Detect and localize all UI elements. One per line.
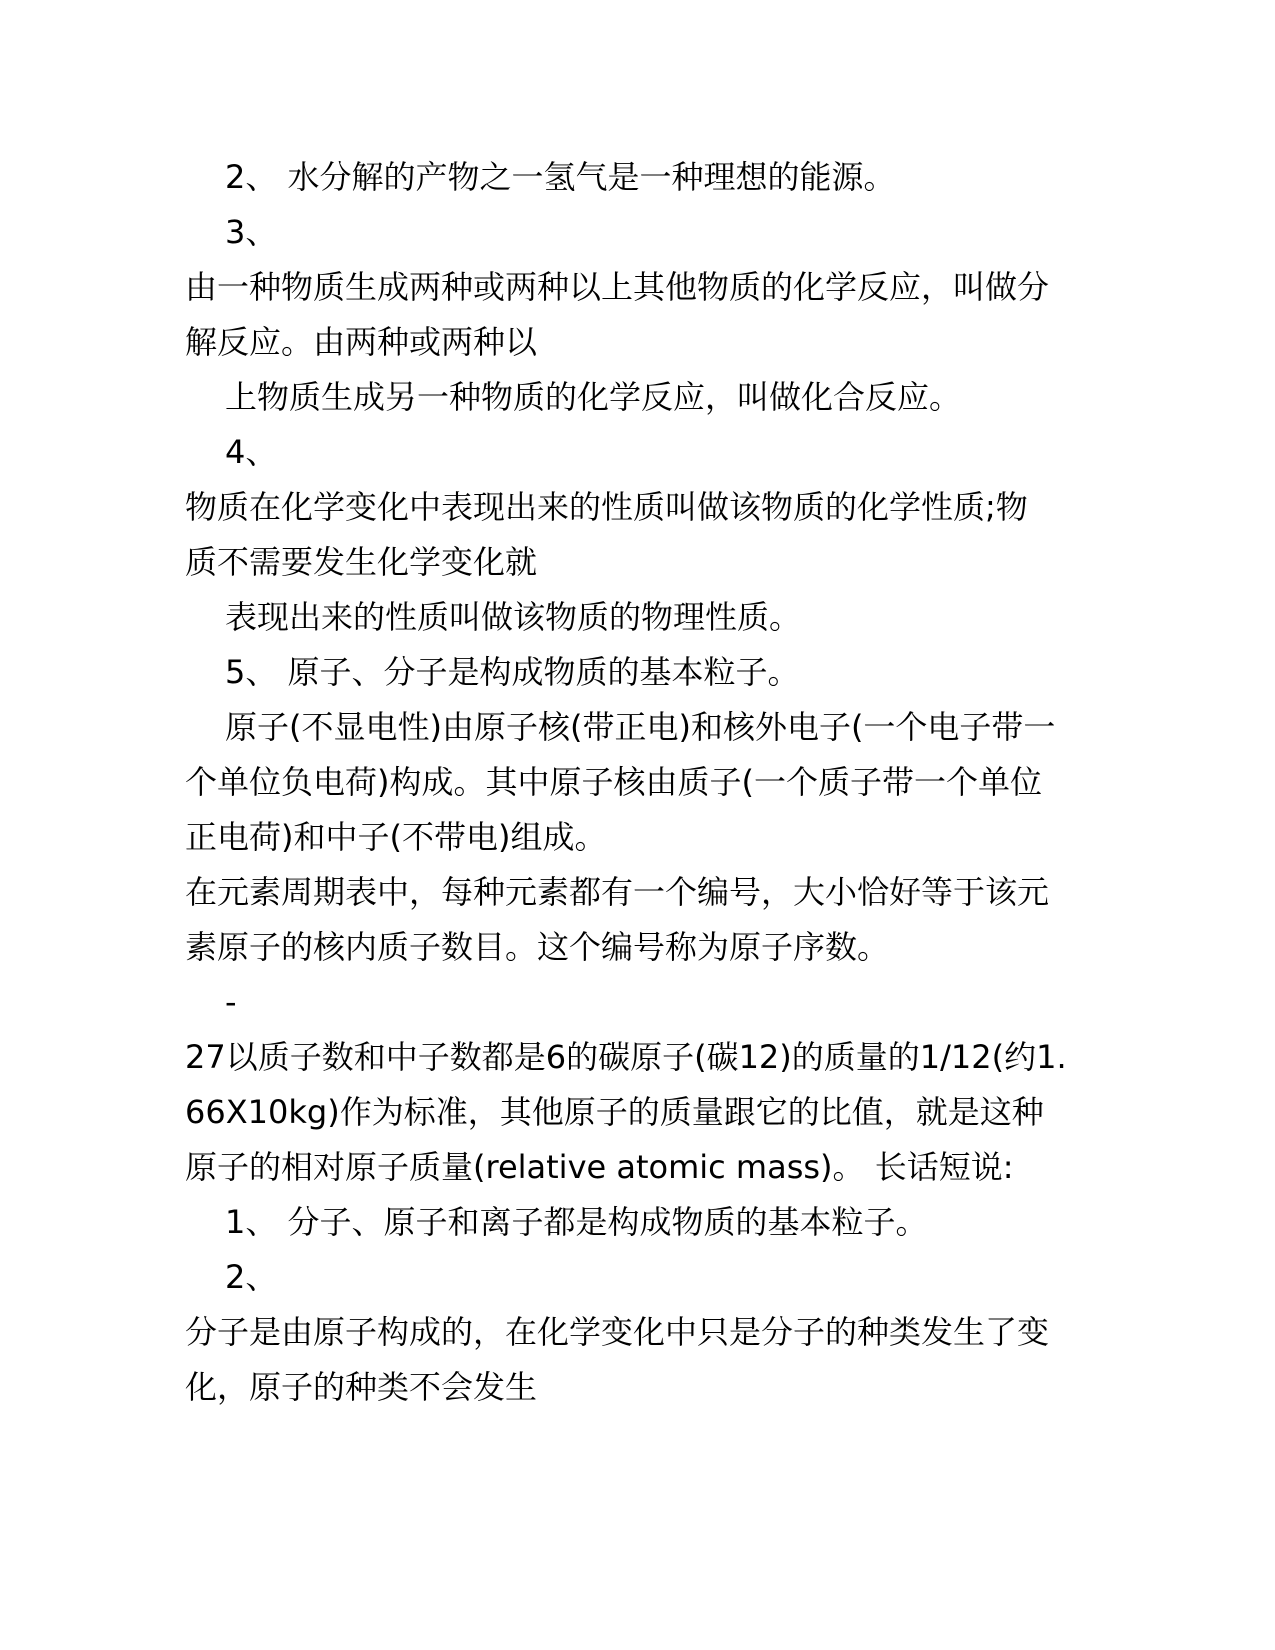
text-line: 表现出来的性质叫做该物质的物理性质。 [225,598,802,636]
text-line: 素原子的核内质子数目。这个编号称为原子序数。 [185,928,890,966]
text-line: 质不需要发生化学变化就 [185,543,538,581]
text-line: 个单位负电荷)构成。其中原子核由质子(一个质子带一个单位 [185,763,1042,801]
text-line: 2、 水分解的产物之一氢气是一种理想的能源。 [225,158,896,196]
text-line: 分子是由原子构成的，在化学变化中只是分子的种类发生了变 [185,1313,1050,1351]
text-line: 66X10kg)作为标准，其他原子的质量跟它的比值，就是这种 [185,1093,1044,1131]
text-line: 化，原子的种类不会发生 [185,1368,538,1406]
text-line: 正电荷)和中子(不带电)组成。 [185,818,607,856]
document-body [185,150,1085,1415]
text-line: 原子的相对原子质量(relative atomic mass)。 长话短说: [185,1148,1014,1186]
text-line: 在元素周期表中，每种元素都有一个编号，大小恰好等于该元 [185,873,1050,911]
text-line: - [225,983,237,1021]
text-line: 解反应。由两种或两种以 [185,323,538,361]
text-line: 3、 [225,213,278,251]
text-line: 物质在化学变化中表现出来的性质叫做该物质的化学性质;物 [185,488,1028,526]
text-line: 由一种物质生成两种或两种以上其他物质的化学反应，叫做分 [185,268,1050,306]
text-line: 27以质子数和中子数都是6的碳原子(碳12)的质量的1/12(约1. [185,1038,1067,1076]
text-line: 2、 [225,1258,278,1296]
text-line: 上物质生成另一种物质的化学反应，叫做化合反应。 [225,378,962,416]
text-line: 5、 原子、分子是构成物质的基本粒子。 [225,653,800,691]
text-line: 1、 分子、原子和离子都是构成物质的基本粒子。 [225,1203,928,1241]
text-line: 4、 [225,433,278,471]
text-line: 原子(不显电性)由原子核(带正电)和核外电子(一个电子带一 [225,708,1056,746]
